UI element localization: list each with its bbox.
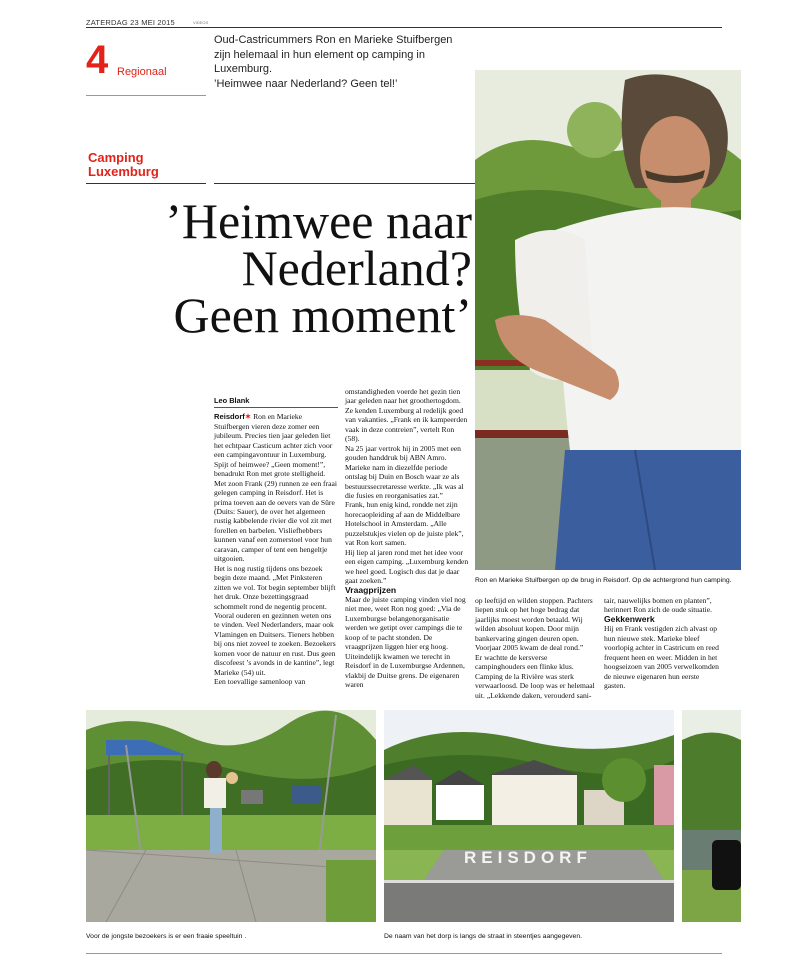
byline-rule <box>214 407 338 408</box>
kicker-line-2: Luxemburg <box>88 164 159 179</box>
village-sign-text: REISDORF <box>464 848 592 867</box>
byline: Leo Blank <box>214 396 250 405</box>
column-4-body-b: Hij en Frank vestigden zich alvast op hun nieuwe stek. Marieke bleef voorlopig achter in Castricum en reed frequent heen en weer. Midden in het hoogseizoen van 2005 verwelkomden de nieuwe eigenaren hun eerste gasten. <box>604 624 719 691</box>
article-dateline: Reisdorf <box>214 412 245 422</box>
river-photo <box>682 710 741 922</box>
article-column-3 <box>475 596 599 700</box>
section-rule <box>86 95 206 96</box>
headline <box>90 193 472 343</box>
river-illustration <box>682 710 741 922</box>
article-column-1 <box>214 396 338 687</box>
bottom-rule <box>86 953 722 954</box>
column-1-text <box>214 412 338 686</box>
playground-photo <box>86 710 376 922</box>
column-3-body: op leeftijd en wilden stoppen. Pachters liepen stuk op het hoge bedrag dat jaarlijks moest worden betaald. Wij wilden absoluut kopen. Door mijn bankervaring gingen deuren open. Voorjaar 2005 kwam de deal rond.” Er wachtte de kersverse campinghouders een flinke klus. Camping de la Rivière was sterk verwaarloosd. De loop was er helemaal uit. „Lekkende daken, verouderd sani- <box>475 596 595 700</box>
headline-line-2: Nederland? <box>241 240 472 296</box>
headline-line-1: ’Heimwee naar <box>165 193 472 249</box>
column-2-body-b: Maar de juiste camping vinden viel nog niet mee, weet Ron nog goed: „Via de Luxemburgse belangenorganisatie werden we getipt over campings die te koop of te pacht stonden. De vraagprijzen liggen hier erg hoog. Uiteindelijk kwamen we terecht in Reisdorf in de Luxemburgse Ardennen, vlakbij de Duitse grens. De eigenaren waren <box>345 594 466 690</box>
village-photo <box>384 710 674 922</box>
village-illustration <box>384 710 674 922</box>
small-mark: VIDEOS <box>193 20 209 25</box>
kicker <box>88 151 159 179</box>
playground-caption: Voor de jongste bezoekers is er een fraaie speeltuin . <box>86 933 247 940</box>
section-number: 4 <box>86 38 109 82</box>
portrait-illustration <box>475 70 741 570</box>
article-column-4 <box>604 596 722 691</box>
kicker-line-1: Camping <box>88 150 144 165</box>
column-1-body: Ron en Marieke Stuifbergen vieren deze zomer een jubileum. Precies tien jaar geleden liet het echtpaar Casticum achter zich voor een campingavontuur in Luxemburg. Spijt of heimwee? „Geen moment!”, benadrukt Ron met grote stelligheid. Met zoon Frank (29) runnen ze een fraai gelegen camping in Reisdorf. Het is prima toeven aan de oevers van de Sûre (Duits: Sauer), de over het algemeen rustig kabbelende rivier die vol zit met forellen en barbelen. Visliefhebbers kunnen vanaf een zomerstoel voor hun caravan, camper of tent een hengeltje uitgooien. Het is nog rustig tijdens ons bezoek begin deze maand. „Met Pinksteren zitten we vol. Tot begin september blijft het druk. Onze bezettingsgraad schommelt rond de negentig procent. Vooral ouderen en gezinnen weten ons te vinden. Veel Nederlanders, maar ook Vlamingen en Duitsers. Tieners hebben bij ons niet zoveel te zoeken. Bezoekers komen voor de natuur en rust. Dus geen discofeest ’s avonds in de kantine”, legt Marieke (54) uit. Een toevallige samenloop van <box>214 412 337 687</box>
kicker-rule <box>86 183 206 184</box>
subhead-vraagprijzen: Vraagprijzen <box>345 584 397 595</box>
column-2-body: omstandigheden voerde het gezin tien jaar geleden naar het groothertogdom. Ze kenden Luxemburg al redelijk goed van vakanties. „Frank en ik kampeerden vaak in deze contreien”, vertelt Ron (58). Na 25 jaar vertrok hij in 2005 met een gouden handdruk bij ABN Amro. Marieke nam in diezelfde periode ontslag bij Duin en Bosch waar ze als bestuurssecretaresse werkte. „Ik was al die fusies en reorganisaties zat.” Frank, hun enig kind, rondde net zijn horecaopleiding af aan de Middelbare Hotelschool in Amsterdam. „Alle puzzelstukjes vielen op de juiste plek”, vat Ron kort samen. Hij liep al jaren rond met het idee voor een eigen camping. „Luxemburg kenden we heel goed. Logisch dus dat je daar gaat zoeken.” <box>345 387 469 586</box>
headline-line-3: Geen moment’ <box>173 287 472 343</box>
intro-line-1: Oud-Castricummers Ron en Marieke Stuifbergen zijn helemaal in hun element op camping in Luxemburg. <box>214 34 453 75</box>
header-rule <box>214 183 476 184</box>
village-caption: De naam van het dorp is langs de straat in steentjes aangegeven. <box>384 933 582 940</box>
intro-text <box>214 33 464 91</box>
dateline-star-icon: ✶ <box>244 412 252 422</box>
column-4-body: tair, nauwelijks bomen en planten”, herinnert Ron zich de oude situatie. <box>604 596 712 615</box>
portrait-caption: Ron en Marieke Stuifbergen op de brug in Reisdorf. Op de achtergrond hun camping. <box>475 577 732 584</box>
article-column-2 <box>345 387 469 690</box>
portrait-photo <box>475 70 741 570</box>
dateline: ZATERDAG 23 MEI 2015 <box>86 18 175 27</box>
subhead-gekkenwerk: Gekkenwerk <box>604 613 655 624</box>
top-rule <box>86 27 722 28</box>
intro-line-2: ’Heimwee naar Nederland? Geen tel!’ <box>214 77 398 90</box>
playground-illustration <box>86 710 376 922</box>
section-name: Regionaal <box>117 66 167 78</box>
